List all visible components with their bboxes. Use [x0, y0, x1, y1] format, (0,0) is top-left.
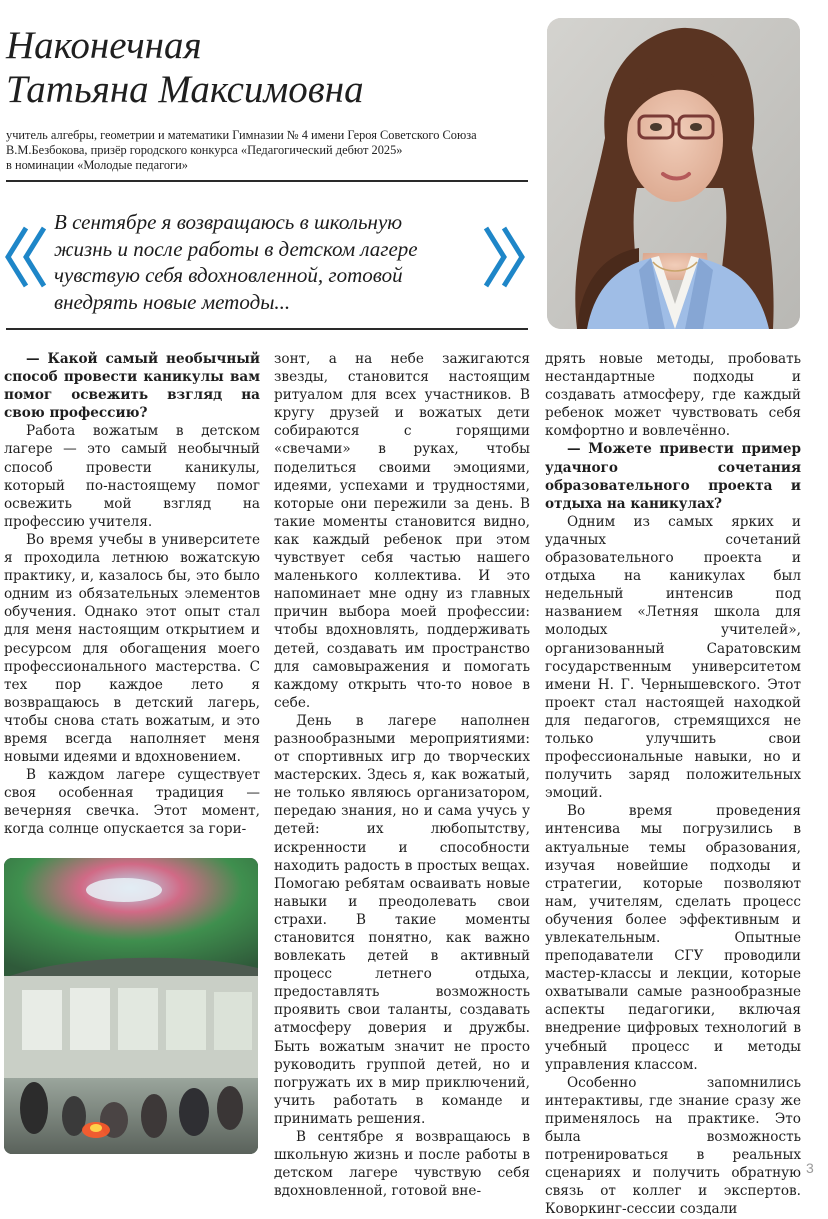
bottom-divider	[6, 328, 528, 330]
camp-evening-photo-icon	[4, 858, 258, 1154]
interview-question: — Какой самый необычный способ провести каникулы вам помог освежить взгляд на свою профессию?	[4, 351, 260, 422]
author-credentials	[6, 128, 530, 173]
credentials-line: В.М.Безбокова, призёр городского конкурса «Педагогический дебют 2025»	[6, 143, 403, 157]
article-paragraph: Работа вожатым в детском лагере — это самый необычный способ провести каникулы, который по-настоящему помог освежить мой взгляд на профессию учителя.	[4, 423, 260, 530]
pull-quote	[54, 209, 469, 315]
article-paragraph: Во время проведения интенсива мы погрузились в актуальные темы образования, изучая новейшие подходы и стратегии, которые позволяют нам, учителям, сделать процесс обучения более эффективным и увлекательным. Опытные преподаватели СГУ проводили мастер-классы и лекции, которые охватывали самые разнообразные аспекты педагогики, включая внедрение цифровых технологий в учебный процесс и методы управления классом.	[545, 803, 801, 1073]
article-column-3	[545, 350, 801, 1219]
camp-photo	[4, 858, 258, 1154]
pull-quote-line: чувствую себя вдохновленной, готовой	[54, 263, 403, 287]
author-surname: Наконечная	[6, 24, 202, 67]
interview-question: — Можете привести пример удачного сочетания образовательного проекта и отдыха на каникулах?	[545, 441, 801, 512]
pull-quote-line: внедрять новые методы...	[54, 289, 291, 314]
author-name	[6, 24, 526, 112]
article-paragraph: Во время учебы в университете я проходила летнюю вожатскую практику, и, казалось бы, это было одним из обязательных элементов обучения. Однако этот опыт стал для меня настоящим открытием и ресурсом для обогащения моего профессионального мастерства. С тех пор каждое лето я возвращаюсь в детский лагерь, чтобы снова стать вожатым, и это время всегда наполняет меня новыми идеями и вдохновением.	[4, 531, 260, 766]
pull-quote-line: жизнь и после работы в детском лагере	[54, 236, 418, 261]
article-paragraph: В сентябре я возвращаюсь в школьную жизнь и после работы в детском лагере чувствую себя вдохновленной, готовой вне-	[274, 1129, 530, 1200]
article-paragraph: зонт, а на небе зажигаются звезды, становится настоящим ритуалом для всех участников. В кругу друзей и вожатых дети собираются с горящими «свечами» в руках, чтобы поделиться своими эмоциями, идеями, успехами и трудностями, которые они пережили за день. В такие моменты становится видно, как каждый ребенок при этом чувствует себя частью нашего маленького коллектива. И это напоминает мне одну из главных причин выбора моей профессии: чтобы вдохновлять, поддерживать детей, создавать им пространство для самовыражения и помогать каждому открыть что-то новое в себе.	[274, 351, 530, 711]
article-paragraph: День в лагере наполнен разнообразными мероприятиями: от спортивных игр до творческих мастерских. Здесь я, как вожатый, не только являюсь организатором, передаю знания, но и сама учусь у детей: их любопытству, искренности и способности находить радость в простых вещах. Помогаю ребятам осваивать новые навыки и преодолевать свои страхи. В такие моменты становится понятно, как важно вовлекать детей в активный процесс летнего отдыха, предоставлять возможность проявить свои таланты, создавать атмосферу доверия и дружбы. Быть вожатым значит не просто руководить группой детей, но и погружать их в мир приключений, учить работать в команде и принимать решения.	[274, 712, 530, 1127]
credentials-line: учитель алгебры, геометрии и математики Гимназии № 4 имени Героя Советского Союза	[6, 128, 477, 142]
portrait-photo-icon	[547, 18, 800, 329]
article-column-1	[4, 350, 260, 839]
page-number: 3	[806, 1160, 814, 1176]
top-divider	[6, 180, 528, 182]
article-paragraph: В каждом лагере существует своя особенная традиция — вечерняя свечка. Этот момент, когда солнце опускается за гори-	[4, 767, 260, 838]
author-given-names: Татьяна Максимовна	[6, 68, 364, 111]
right-guillemet-icon	[482, 224, 528, 290]
credentials-line: в номинации «Молодые педагоги»	[6, 158, 188, 172]
article-column-2	[274, 350, 530, 1200]
pull-quote-line: В сентябре я возвращаюсь в школьную	[54, 210, 403, 234]
article-paragraph: Одним из самых ярких и удачных сочетаний образовательного проекта и отдыха на каникулах был недельный интенсив под названием «Летняя школа для молодых учителей», организованный Саратовским государственным университетом имени Н. Г. Чернышевского. Этот проект стал настоящей находкой для педагогов, стремящихся не только улучшить свои профессиональные навыки, но и получить заряд положительных эмоций.	[545, 513, 801, 802]
left-guillemet-icon	[2, 224, 48, 290]
article-paragraph: дрять новые методы, пробовать нестандартные подходы и создавать атмосферу, где каждый ребенок может чувствовать себя комфортно и вовлечённо.	[545, 351, 801, 440]
article-paragraph: Особенно запомнились интерактивы, где знание сразу же применялось на практике. Это была возможность потренироваться в реальных сценариях и получить обратную связь от коллег и экспертов. Коворкинг-сессии создали	[545, 1074, 801, 1218]
author-portrait	[547, 18, 800, 329]
